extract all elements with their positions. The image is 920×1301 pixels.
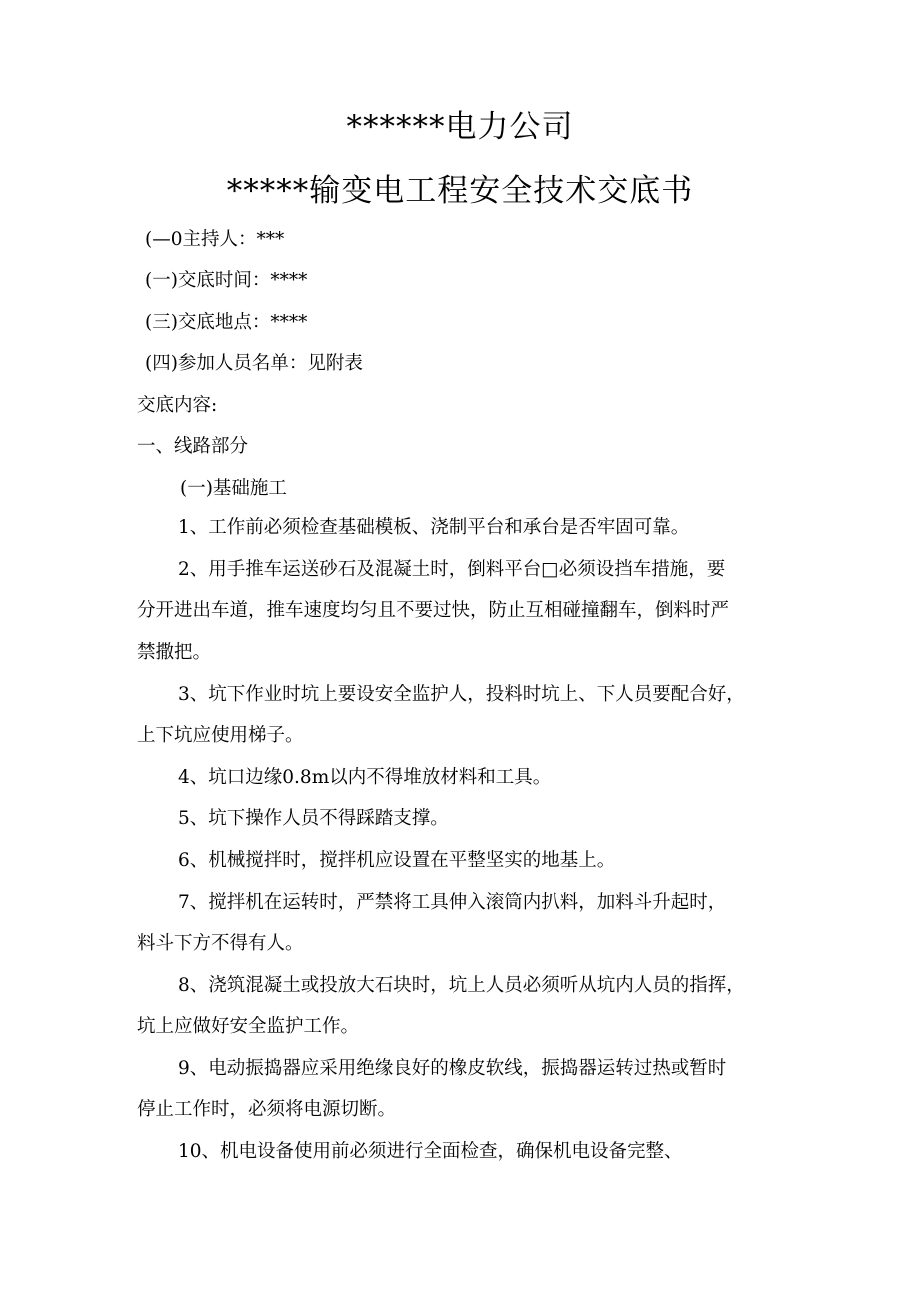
list-item-10-line-1: 10、机电设备使用前必须进行全面检查，确保机电设备完整、 [178, 1141, 683, 1162]
list-item-3-line-2: 上下坑应使用梯子。 [137, 725, 304, 746]
list-item-9-line-2: 停止工作时，必须将电源切断。 [137, 1099, 397, 1120]
content-label: 交底内容: [137, 395, 218, 416]
list-item-1-line-1: 1、工作前必须检查基础模板、浇制平台和承台是否牢固可靠。 [178, 517, 690, 538]
list-item-6-line-1: 6、机械搅拌时，搅拌机应设置在平整坚实的地基上。 [178, 850, 616, 871]
list-item-8-line-2: 坑上应做好安全监护工作。 [137, 1016, 360, 1037]
subsection-heading: (一)基础施工 [180, 478, 287, 499]
meta-time: (一)交底时间：**** [145, 270, 308, 291]
list-item-3-line-1: 3、坑下作业时坑上要设安全监护人，投料时坑上、下人员要配合好， [178, 684, 745, 705]
list-item-9-line-1: 9、电动振捣器应采用绝缘良好的橡皮软线，振捣器运转过热或暂时 [178, 1058, 727, 1079]
list-item-2-line-2: 分开进出车道，推车速度均匀且不要过快，防止互相碰撞翻车，倒料时严 [137, 600, 730, 621]
document-title: *****输变电工程安全技术交底书 [226, 173, 694, 209]
meta-host: (—0主持人：*** [145, 229, 285, 250]
meta-participants: (四)参加人员名单：见附表 [145, 353, 363, 374]
section-heading: 一、线路部分 [137, 436, 249, 457]
meta-place: (三)交底地点：**** [145, 312, 308, 333]
list-item-2-line-1: 2、用手推车运送砂石及混凝土时，倒料平台□必须设挡车措施，要 [178, 559, 726, 580]
list-item-7-line-2: 料斗下方不得有人。 [137, 933, 304, 954]
list-item-4-line-1: 4、坑口边缘0.8m以内不得堆放材料和工具。 [178, 767, 552, 788]
company-title: ******电力公司 [346, 109, 574, 145]
list-item-7-line-1: 7、搅拌机在运转时，严禁将工具伸入滚筒内扒料，加料斗升起时， [178, 892, 727, 913]
list-item-5-line-1: 5、坑下操作人员不得踩踏支撑。 [178, 808, 449, 829]
list-item-2-line-3: 禁撒把。 [137, 642, 212, 663]
list-item-8-line-1: 8、浇筑混凝土或投放大石块时，坑上人员必须听从坑内人员的指挥， [178, 975, 745, 996]
